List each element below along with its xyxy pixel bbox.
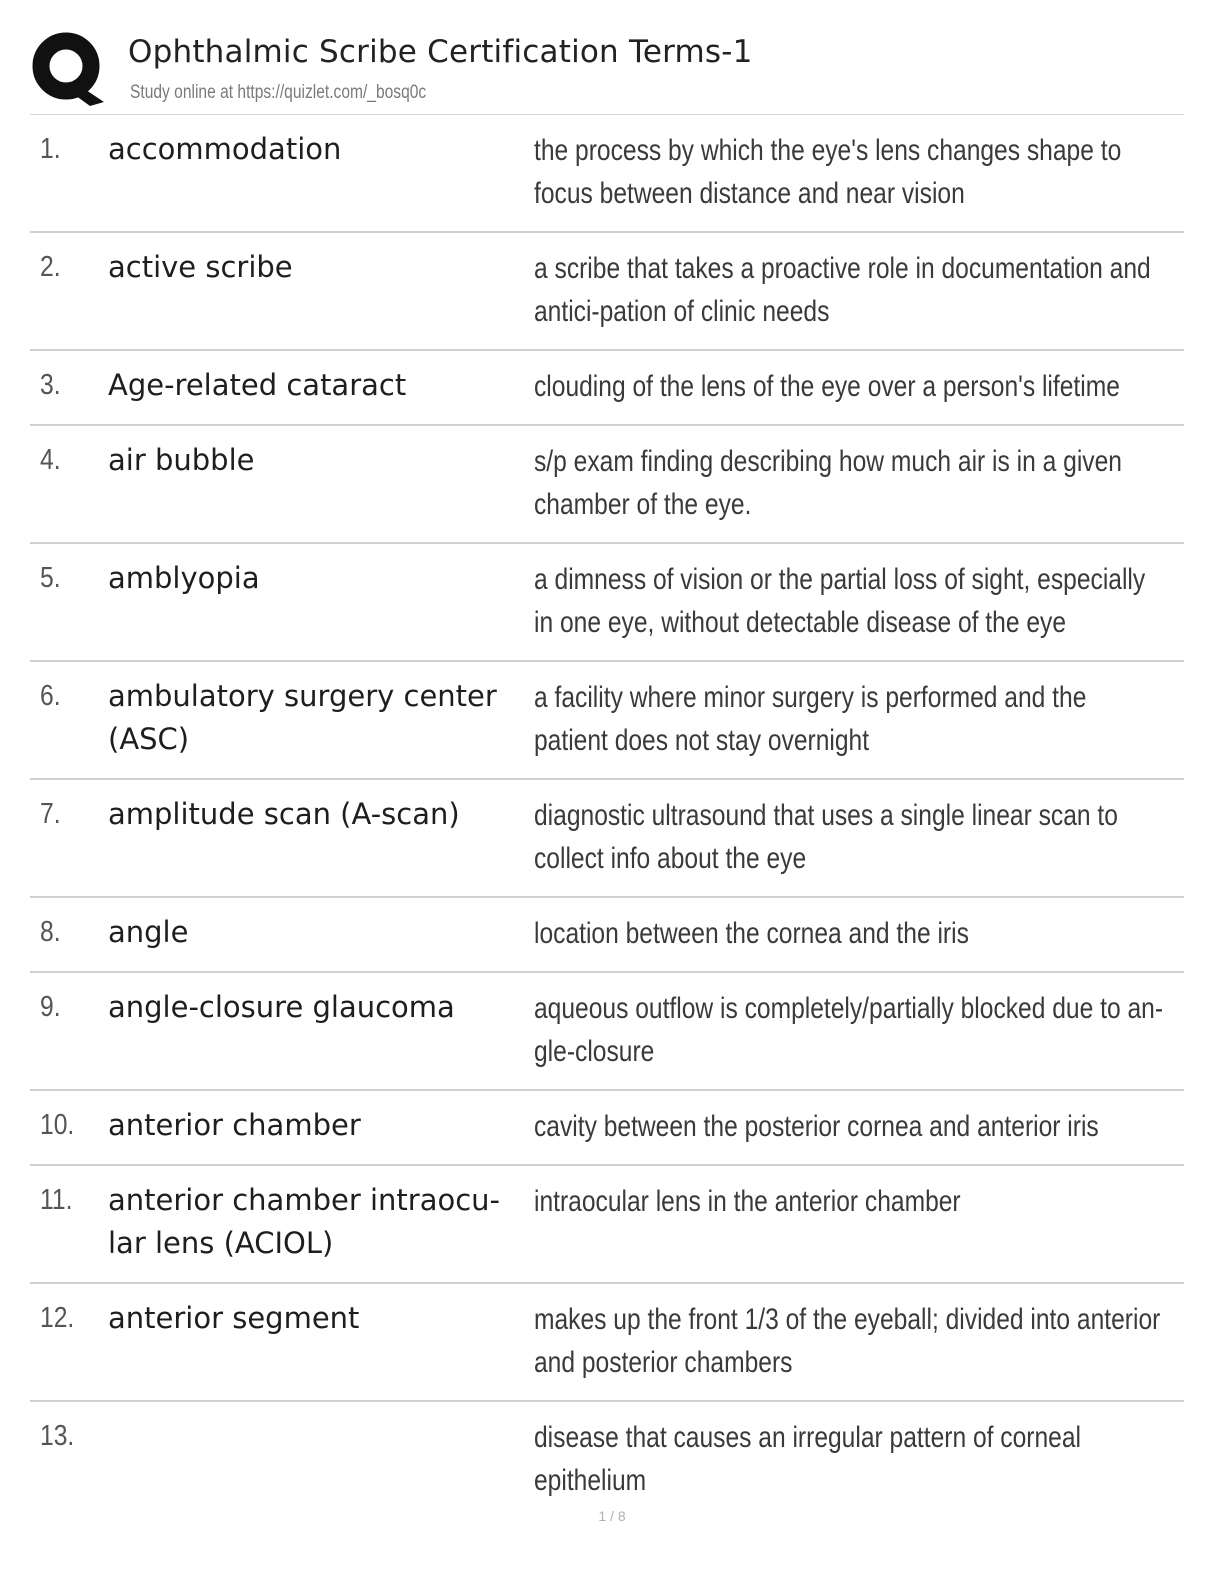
term-number: 2. [40, 251, 61, 283]
term-definition: a scribe that takes a proactive role in documentation and antici-pation of clinic needs [534, 252, 1151, 328]
term-row [30, 1166, 1184, 1284]
term-definition: a dimness of vision or the partial loss of sight, especially in one eye, without detectable disease of the eye [534, 563, 1146, 639]
term-row [30, 426, 1184, 544]
quizlet-logo-icon [30, 30, 106, 106]
term-row [30, 233, 1184, 351]
term-number: 11. [40, 1184, 73, 1216]
term-number: 12. [40, 1302, 75, 1334]
terms-table [30, 114, 1184, 1497]
term-definition: a facility where minor surgery is performed and the patient does not stay overnight [534, 681, 1087, 757]
term-text: active scribe [108, 250, 293, 284]
term-number: 7. [40, 798, 61, 830]
term-text: anterior chamber [108, 1108, 361, 1142]
term-number: 8. [40, 916, 61, 948]
term-number: 10. [40, 1109, 75, 1141]
term-text: amblyopia [108, 561, 260, 595]
term-number: 4. [40, 444, 61, 476]
term-row [30, 898, 1184, 973]
term-definition: aqueous outflow is completely/partially blocked due to an-gle-closure [534, 992, 1164, 1068]
page-number: 1 / 8 [598, 1508, 626, 1524]
term-row [30, 1402, 1184, 1497]
term-text: anterior segment [108, 1301, 360, 1335]
term-definition: cavity between the posterior cornea and anterior iris [534, 1110, 1099, 1143]
term-row [30, 780, 1184, 898]
term-row [30, 351, 1184, 426]
page-title: Ophthalmic Scribe Certification Terms-1 [128, 34, 753, 70]
page-header [30, 30, 1190, 114]
term-row [30, 973, 1184, 1091]
term-text: accommodation [108, 132, 342, 166]
term-definition: s/p exam finding describing how much air is in a given chamber of the eye. [534, 445, 1122, 521]
term-definition: intraocular lens in the anterior chamber [534, 1185, 961, 1218]
term-definition: disease that causes an irregular pattern of corneal epithelium [534, 1421, 1081, 1497]
term-definition: clouding of the lens of the eye over a person's lifetime [534, 370, 1120, 403]
term-number: 3. [40, 369, 61, 401]
term-row [30, 1284, 1184, 1402]
term-definition: the process by which the eye's lens changes shape to focus between distance and near vision [534, 134, 1122, 210]
term-number: 13. [40, 1420, 75, 1452]
term-number: 9. [40, 991, 61, 1023]
term-text: angle-closure glaucoma [108, 990, 455, 1024]
term-definition: location between the cornea and the iris [534, 917, 969, 950]
term-row [30, 115, 1184, 233]
term-number: 5. [40, 562, 61, 594]
term-number: 1. [40, 133, 61, 165]
term-text: amplitude scan (A-scan) [108, 797, 460, 831]
term-text: Age-related cataract [108, 368, 407, 402]
term-definition: makes up the front 1/3 of the eyeball; divided into anterior and posterior chambers [534, 1303, 1161, 1379]
term-definition: diagnostic ultrasound that uses a single linear scan to collect info about the eye [534, 799, 1118, 875]
term-text: ambulatory surgery center (ASC) [108, 679, 497, 756]
term-number: 6. [40, 680, 61, 712]
term-row [30, 1091, 1184, 1166]
term-text: air bubble [108, 443, 255, 477]
term-row [30, 662, 1184, 780]
term-text: anterior chamber intraocu-lar lens (ACIOL) [108, 1183, 500, 1260]
study-online-link[interactable]: Study online at https://quizlet.com/_bosq0c [130, 82, 427, 103]
term-text: angle [108, 915, 189, 949]
term-row [30, 544, 1184, 662]
